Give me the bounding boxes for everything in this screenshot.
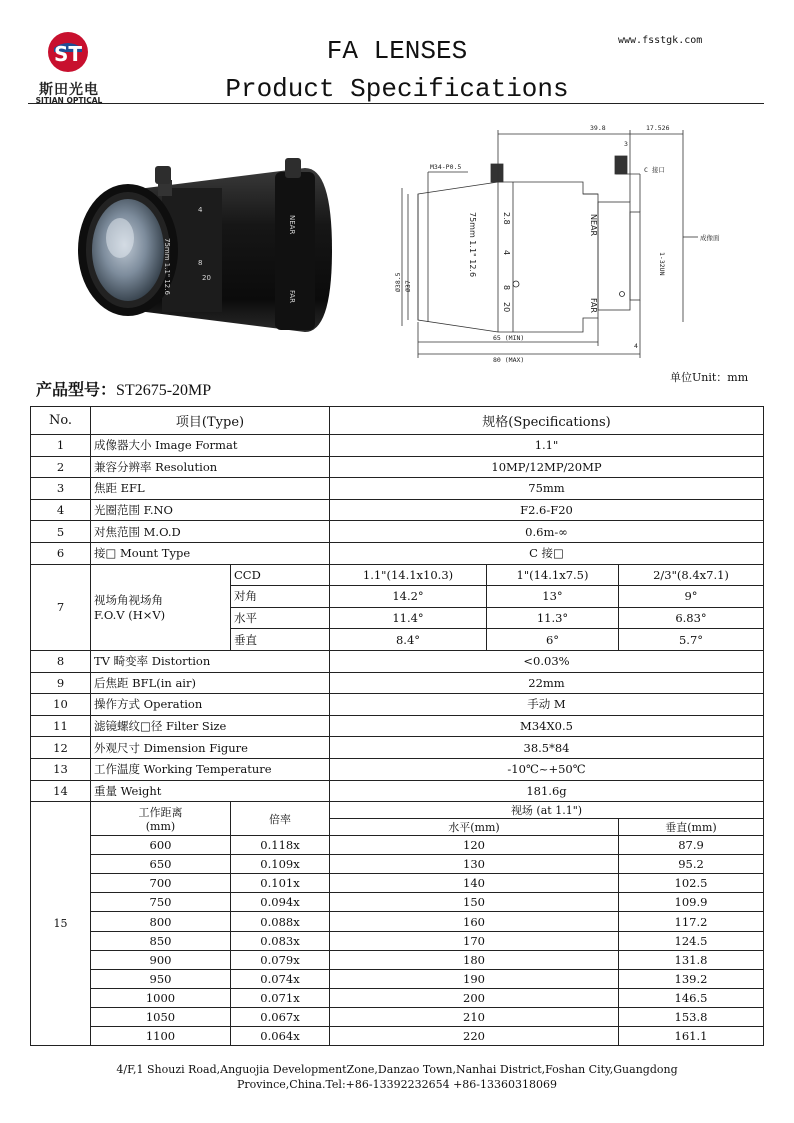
magnification-value: 0.118x	[231, 836, 330, 855]
distance-value: 750	[91, 893, 231, 912]
distance-value: 1100	[91, 1027, 231, 1046]
dim-length-min: 65 (MIN)	[493, 334, 525, 342]
fov-item	[91, 564, 231, 650]
distance-row	[31, 1007, 764, 1026]
row-no: 1	[31, 435, 91, 457]
photo-focus-mark: NEAR	[288, 215, 296, 235]
row-no: 6	[31, 542, 91, 564]
fov-value: 14.2°	[330, 586, 487, 608]
distance-row	[31, 950, 764, 969]
drawing-aperture-mark: 4	[502, 250, 511, 256]
distance-row	[31, 912, 764, 931]
magnification-value: 0.064x	[231, 1027, 330, 1046]
row-value: M34X0.5	[330, 715, 764, 737]
table-row	[31, 715, 764, 737]
fov-value: 1.1"(14.1x10.3)	[330, 564, 487, 586]
dim-image-plane: 成像面	[700, 234, 720, 242]
product-model	[36, 377, 211, 400]
magnification-value: 0.079x	[231, 950, 330, 969]
drawing-lens-label: 75mm 1.1" 12.6	[468, 212, 477, 278]
header-no: No.	[31, 407, 91, 435]
distance-row	[31, 988, 764, 1007]
row-no: 2	[31, 456, 91, 478]
row-value: 38.5*84	[330, 737, 764, 759]
table-row	[31, 758, 764, 780]
row-no: 5	[31, 521, 91, 543]
fov-value: 13°	[487, 586, 619, 608]
row-item: 光圈范围 F.NO	[91, 499, 330, 521]
row-item: 滤镜螺纹□径 Filter Size	[91, 715, 330, 737]
horizontal-value: 180	[330, 950, 619, 969]
horizontal-value: 200	[330, 988, 619, 1007]
horizontal-value: 220	[330, 1027, 619, 1046]
vertical-value: 153.8	[619, 1007, 764, 1026]
fov-value: 5.7°	[619, 629, 764, 651]
row-value: <0.03%	[330, 650, 764, 672]
row-value: -10℃~+50℃	[330, 758, 764, 780]
horizontal-col-header: 水平(mm)	[330, 819, 619, 836]
table-row	[31, 780, 764, 802]
table-row	[31, 650, 764, 672]
page-subtitle: Product Specifications	[225, 74, 569, 104]
fov-col-header: 视场 (at 1.1")	[330, 802, 764, 819]
horizontal-value: 170	[330, 931, 619, 950]
dim-rear-offset: 4	[634, 342, 638, 350]
distance-value: 950	[91, 969, 231, 988]
row-value: 75mm	[330, 478, 764, 500]
dim-mount-thread: 1-32UN	[658, 252, 666, 276]
row-item: 对焦范围 M.O.D	[91, 521, 330, 543]
row-value: C 接□	[330, 542, 764, 564]
row-value: 10MP/12MP/20MP	[330, 456, 764, 478]
fov-value: 6.83°	[619, 607, 764, 629]
distance-value: 650	[91, 855, 231, 874]
drawing-aperture-mark: 8	[502, 285, 511, 291]
table-row	[31, 478, 764, 500]
company-website[interactable]: www.fsstgk.com	[618, 35, 703, 46]
fov-row	[31, 564, 764, 586]
magnification-value: 0.109x	[231, 855, 330, 874]
header-spec: 规格(Specifications)	[330, 407, 764, 435]
horizontal-value: 150	[330, 893, 619, 912]
horizontal-value: 130	[330, 855, 619, 874]
photo-aperture-mark: 8	[198, 259, 203, 267]
vertical-value: 87.9	[619, 836, 764, 855]
photo-aperture-mark: 20	[202, 274, 211, 282]
table-row	[31, 694, 764, 716]
row-value: 1.1"	[330, 435, 764, 457]
row-no: 8	[31, 650, 91, 672]
photo-aperture-mark: 4	[198, 206, 203, 214]
row-item: 成像器大小 Image Format	[91, 435, 330, 457]
row-no: 12	[31, 737, 91, 759]
drawing-focus-mark: FAR	[589, 298, 598, 313]
magnification-value: 0.101x	[231, 874, 330, 893]
distance-row	[31, 855, 764, 874]
vertical-value: 146.5	[619, 988, 764, 1007]
row-item: 重量 Weight	[91, 780, 330, 802]
dim-inner-diameter: Ø37	[404, 280, 412, 292]
fov-label: 水平	[231, 607, 330, 629]
spec-table	[30, 406, 764, 1046]
row-item: 后焦距 BFL(in air)	[91, 672, 330, 694]
row-item: 操作方式 Operation	[91, 694, 330, 716]
vertical-value: 124.5	[619, 931, 764, 950]
distance-value: 600	[91, 836, 231, 855]
row-value: 181.6g	[330, 780, 764, 802]
row-no: 7	[31, 564, 91, 650]
dim-mount-type: C 接口	[644, 166, 665, 174]
magnification-value: 0.071x	[231, 988, 330, 1007]
distance-row	[31, 874, 764, 893]
fov-item-en: F.O.V (H×V)	[94, 608, 166, 623]
row-item: 兼容分辨率 Resolution	[91, 456, 330, 478]
table-row	[31, 521, 764, 543]
distance-value: 900	[91, 950, 231, 969]
distance-value: 800	[91, 912, 231, 931]
header-divider	[28, 103, 764, 104]
fov-value: 11.4°	[330, 607, 487, 629]
row-no: 15	[31, 802, 91, 1046]
photo-lens-label: 75mm 1.1" 12.6	[163, 238, 171, 295]
dim-outer-diameter: Ø38.5	[394, 272, 402, 292]
horizontal-value: 140	[330, 874, 619, 893]
unit-label: 单位Unit：mm	[670, 371, 749, 384]
vertical-value: 131.8	[619, 950, 764, 969]
row-value: 0.6m-∞	[330, 521, 764, 543]
vertical-value: 139.2	[619, 969, 764, 988]
fov-value: 1"(14.1x7.5)	[487, 564, 619, 586]
distance-row	[31, 893, 764, 912]
fov-label: 垂直	[231, 629, 330, 651]
magnification-value: 0.088x	[231, 912, 330, 931]
distance-col-label: 工作距离	[138, 806, 183, 820]
footer-address: 4/F,1 Shouzi Road,Anguojia DevelopmentZone,Danzao Town,Nanhai District,Foshan City,Guangdong	[116, 1063, 678, 1076]
row-item: 工作温度 Working Temperature	[91, 758, 330, 780]
vertical-value: 161.1	[619, 1027, 764, 1046]
fov-label: CCD	[231, 564, 330, 586]
table-row	[31, 435, 764, 457]
dim-length-max: 80 (MAX)	[493, 356, 525, 364]
horizontal-value: 210	[330, 1007, 619, 1026]
row-item: TV 畸变率 Distortion	[91, 650, 330, 672]
distance-value: 1000	[91, 988, 231, 1007]
fov-value: 6°	[487, 629, 619, 651]
table-row	[31, 542, 764, 564]
row-item: 接□ Mount Type	[91, 542, 330, 564]
vertical-col-header: 垂直(mm)	[619, 819, 764, 836]
distance-row	[31, 836, 764, 855]
lens-photo	[70, 150, 340, 340]
distance-value: 1050	[91, 1007, 231, 1026]
row-no: 9	[31, 672, 91, 694]
dim-length-top: 39.8	[590, 124, 606, 132]
row-no: 4	[31, 499, 91, 521]
row-value: 手动 M	[330, 694, 764, 716]
svg-text:ST: ST	[53, 42, 83, 66]
row-no: 3	[31, 478, 91, 500]
lens-dimension-drawing	[394, 122, 728, 364]
dim-filter-thread: M34-P0.5	[430, 163, 462, 171]
magnification-value: 0.067x	[231, 1007, 330, 1026]
company-name-cn: 斯田光电	[39, 82, 99, 98]
distance-row	[31, 1027, 764, 1046]
magnification-value: 0.094x	[231, 893, 330, 912]
row-no: 10	[31, 694, 91, 716]
drawing-focus-mark: NEAR	[589, 214, 598, 237]
drawing-aperture-mark: 20	[502, 302, 511, 313]
vertical-value: 95.2	[619, 855, 764, 874]
distance-col-header	[91, 802, 231, 836]
distance-value: 850	[91, 931, 231, 950]
row-no: 11	[31, 715, 91, 737]
vertical-value: 102.5	[619, 874, 764, 893]
table-row	[31, 499, 764, 521]
fov-value: 2/3"(8.4x7.1)	[619, 564, 764, 586]
dim-screw-offset: 3	[624, 140, 628, 148]
table-row	[31, 737, 764, 759]
fov-item-cn: 视场角视场角	[94, 593, 163, 608]
vertical-value: 117.2	[619, 912, 764, 931]
model-label: 产品型号：	[36, 380, 117, 399]
fov-value: 9°	[619, 586, 764, 608]
fov-value: 8.4°	[330, 629, 487, 651]
table-row	[31, 672, 764, 694]
row-no: 14	[31, 780, 91, 802]
row-value: F2.6-F20	[330, 499, 764, 521]
distance-header	[31, 802, 764, 819]
drawing-aperture-mark: 2.8	[502, 212, 511, 225]
company-name-en: SITIAN OPTICAL	[35, 96, 103, 105]
row-item: 外观尺寸 Dimension Figure	[91, 737, 330, 759]
distance-value: 700	[91, 874, 231, 893]
magnification-col-header: 倍率	[231, 802, 330, 836]
footer-contact: Province,China.Tel:+86-13392232654 +86-13360318069	[237, 1078, 557, 1091]
row-no: 13	[31, 758, 91, 780]
fov-label: 对角	[231, 586, 330, 608]
vertical-value: 109.9	[619, 893, 764, 912]
model-value: ST2675-20MP	[116, 382, 212, 399]
fov-value: 11.3°	[487, 607, 619, 629]
table-header	[31, 407, 764, 435]
row-item: 焦距 EFL	[91, 478, 330, 500]
distance-row	[31, 931, 764, 950]
horizontal-value: 190	[330, 969, 619, 988]
magnification-value: 0.074x	[231, 969, 330, 988]
photo-focus-mark: FAR	[288, 290, 296, 304]
row-value: 22mm	[330, 672, 764, 694]
distance-col-unit: (mm)	[145, 820, 176, 834]
header-item: 项目(Type)	[91, 407, 330, 435]
page-title: FA LENSES	[326, 36, 468, 66]
magnification-value: 0.083x	[231, 931, 330, 950]
distance-row	[31, 969, 764, 988]
dim-flange: 17.526	[646, 124, 670, 132]
horizontal-value: 160	[330, 912, 619, 931]
horizontal-value: 120	[330, 836, 619, 855]
table-row	[31, 456, 764, 478]
